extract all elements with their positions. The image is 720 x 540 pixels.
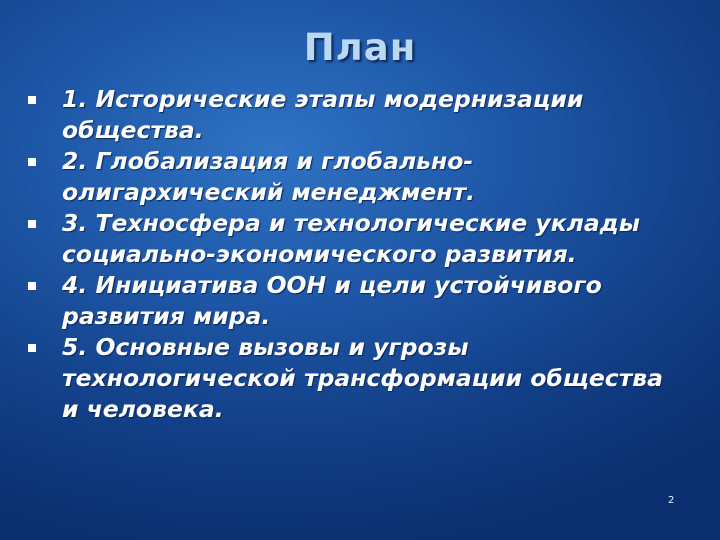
list-item [26,84,666,146]
plan-list [26,84,666,425]
list-item [26,270,666,332]
square-bullet-icon [28,344,36,352]
list-item [26,146,666,208]
page-number: 2 [668,495,675,506]
square-bullet-icon [28,158,36,166]
list-item [26,332,666,425]
square-bullet-icon [28,282,36,290]
square-bullet-icon [28,96,36,104]
list-item-text: 3. Техносфера и технологические уклады социально-экономического развития. [62,209,640,268]
list-item-text: 1. Исторические этапы модернизации общества. [62,85,584,144]
list-item-text: 2. Глобализация и глобально-олигархический менеджмент. [62,147,476,206]
list-item-text: 4. Инициатива ООН и цели устойчивого развития мира. [62,271,602,330]
list-item [26,208,666,270]
list-item-text: 5. Основные вызовы и угрозы технологической трансформации общества и человека. [62,333,664,423]
square-bullet-icon [28,220,36,228]
slide-title: План [303,26,417,69]
